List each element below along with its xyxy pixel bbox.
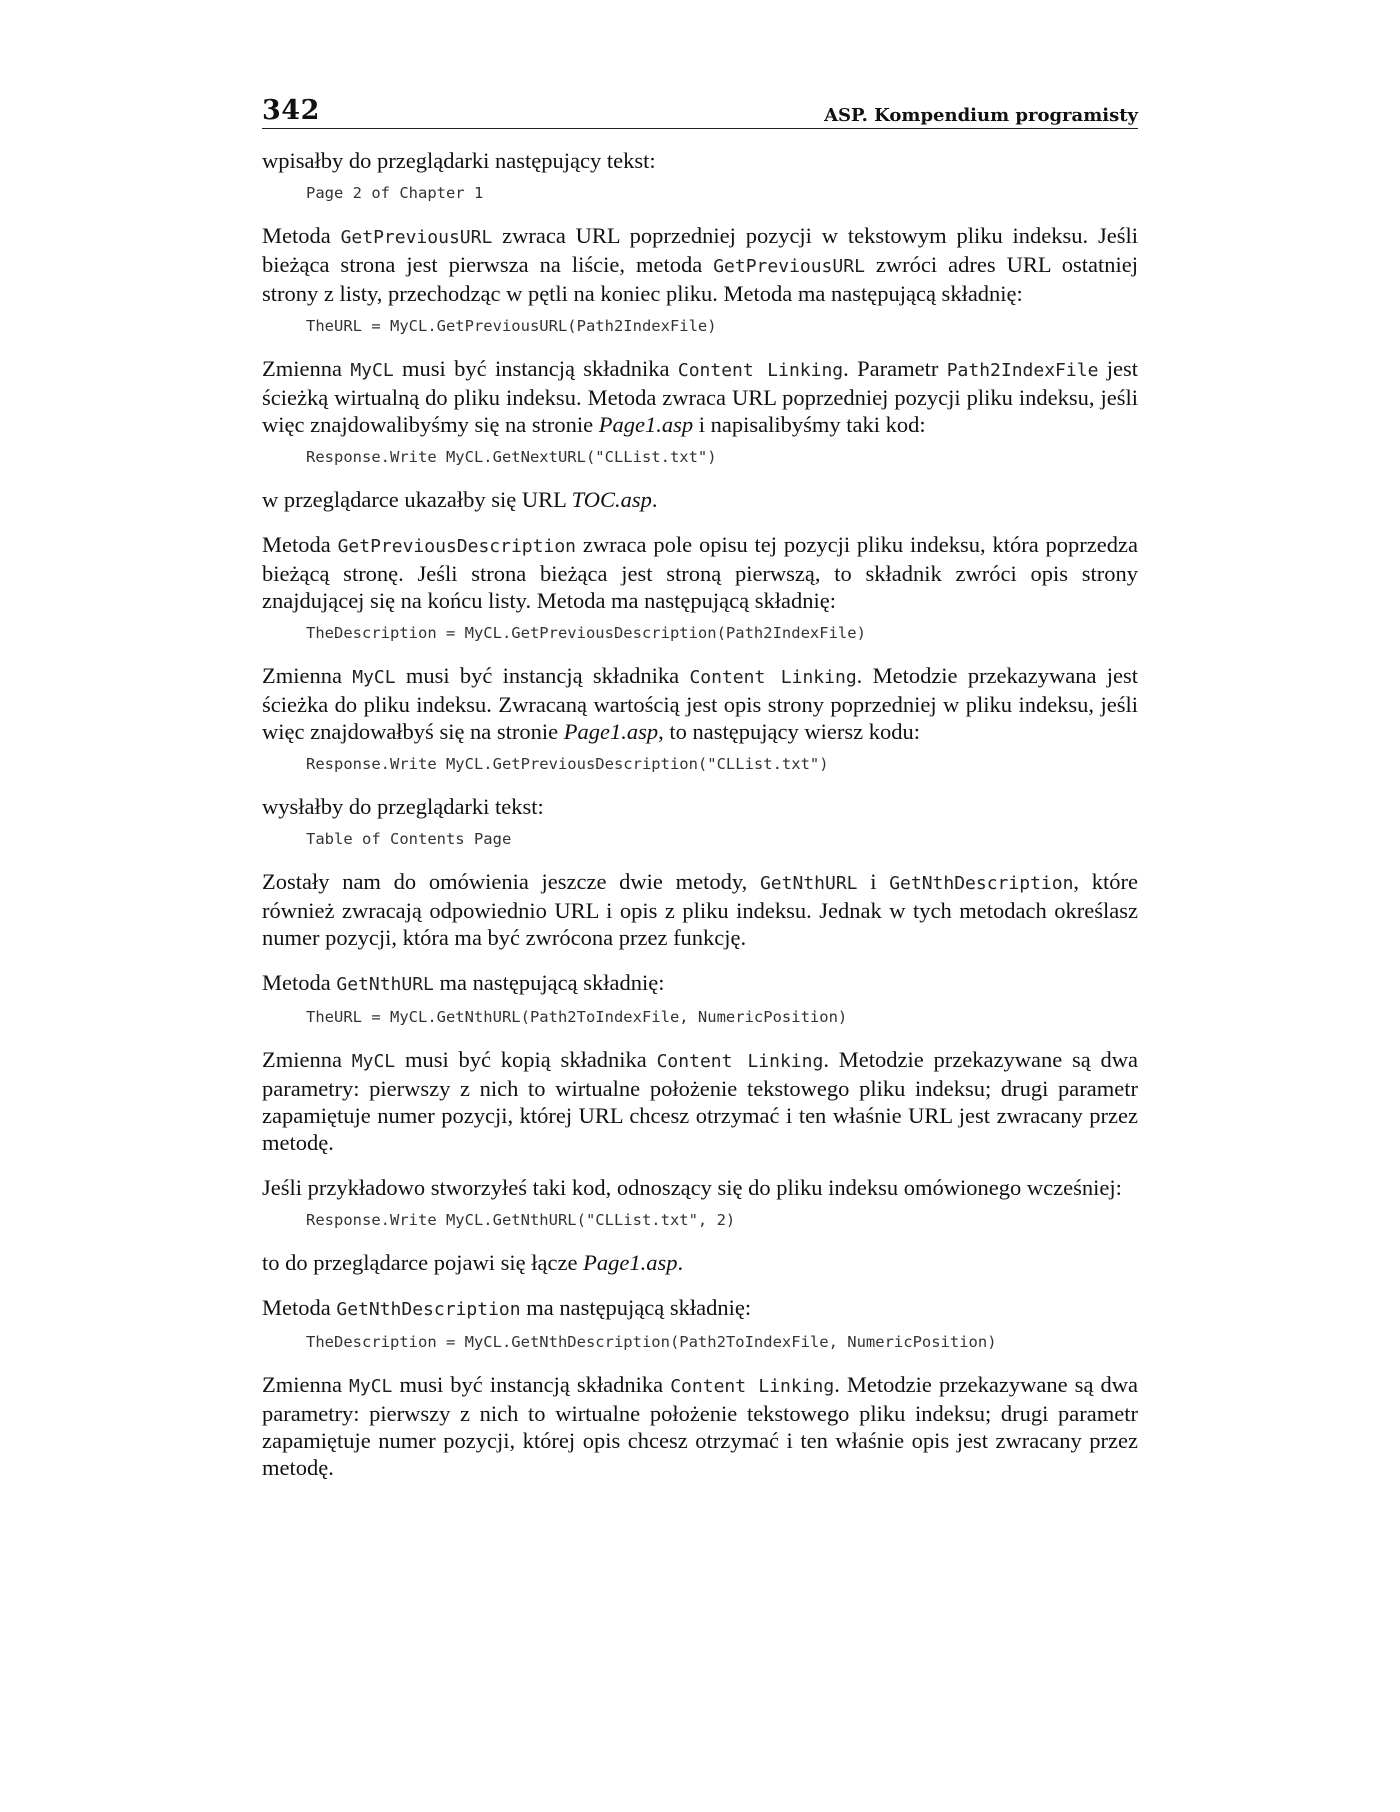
code-block: TheDescription = MyCL.GetNthDescription(Path2ToIndexFile, NumericPosition) [306,1333,997,1351]
code-block: TheURL = MyCL.GetNthURL(Path2ToIndexFile, NumericPosition) [306,1008,848,1026]
paragraph: Zmienna MyCL musi być instancją składnika Content Linking. Metodzie przekazywane są dwa parametry: pierwszy z nich to wirtualne położenie tekstowego pliku indeksu; drugi parametr zapamiętuje numer pozycji, której opis chcesz otrzymać i ten właśnie opis jest zwracany przez metodę. [262,1372,1138,1480]
inline-code: Content Linking [677,360,844,381]
italic-filename: Page1.asp [563,719,659,744]
italic-filename: TOC.asp [571,487,652,512]
paragraph: to do przeglądarce pojawi się łącze Page1.asp. [262,1250,684,1275]
page-content [262,147,1138,1481]
inline-code: MyCL [349,1376,393,1397]
paragraph: Zmienna MyCL musi być kopią składnika Content Linking. Metodzie przekazywane są dwa parametry: pierwszy z nich to wirtualne położenie tekstowego pliku indeksu; drugi parametr zapamiętuje numer pozycji, której URL chcesz otrzymać i ten właśnie URL jest zwracany przez metodę. [262,1047,1138,1155]
paragraph: Jeśli przykładowo stworzyłeś taki kod, odnoszący się do pliku indeksu omówionego wcześniej: [262,1175,1122,1200]
code-block: Response.Write MyCL.GetNthURL("CLList.txt", 2) [306,1211,736,1229]
inline-code: GetPreviousURL [340,227,493,248]
code-block: TheDescription = MyCL.GetPreviousDescription(Path2IndexFile) [306,624,866,642]
inline-code: GetNthURL [759,873,858,894]
inline-code: GetNthDescription [336,1299,521,1320]
inline-code: Content Linking [689,667,857,688]
paragraph: wpisałby do przeglądarki następujący tekst: [262,148,656,173]
inline-code: Path2IndexFile [946,360,1099,381]
code-block: Page 2 of Chapter 1 [306,184,484,202]
code-block: Response.Write MyCL.GetPreviousDescription("CLList.txt") [306,755,829,773]
paragraph: Zostały nam do omówienia jeszcze dwie metody, GetNthURL i GetNthDescription, które również zwracają odpowiednio URL i opis z pliku indeksu. Jednak w tych metodach określasz numer pozycji, która ma być zwrócona przez funkcję. [262,869,1138,950]
book-page [262,88,1138,1499]
paragraph: wysłałby do przeglądarki tekst: [262,794,544,819]
inline-code: GetPreviousURL [713,256,865,277]
paragraph: w przeglądarce ukazałby się URL TOC.asp. [262,487,658,512]
inline-code: GetNthDescription [889,873,1074,894]
inline-code: GetPreviousDescription [337,536,576,557]
page-number: 342 [262,95,320,126]
paragraph: Zmienna MyCL musi być instancją składnika Content Linking. Parametr Path2IndexFile jest ścieżką wirtualną do pliku indeksu. Metoda zwraca URL poprzedniej pozycji pliku indeksu, jeśli więc znajdowalibyśmy się na stronie Page1.asp i napisalibyśmy taki kod: [262,356,1138,437]
paragraph: Metoda GetNthURL ma następującą składnię: [262,970,665,995]
inline-code: MyCL [352,667,396,688]
italic-filename: Page1.asp [583,1250,678,1275]
inline-code: MyCL [350,360,394,381]
inline-code: Content Linking [670,1376,835,1397]
paragraph: Metoda GetNthDescription ma następującą składnię: [262,1295,752,1320]
paragraph: Metoda GetPreviousDescription zwraca pole opisu tej pozycji pliku indeksu, która poprzedza bieżącą stronę. Jeśli strona bieżąca jest stroną pierwszą, to składnik zwróci opis strony znajdującej się na końcu listy. Metoda ma następującą składnię: [262,532,1138,613]
paragraph: Metoda GetPreviousURL zwraca URL poprzedniej pozycji w tekstowym pliku indeksu. Jeśli bieżąca strona jest pierwsza na liście, metoda GetPreviousURL zwróci adres URL ostatniej strony z listy, przechodząc w pętli na koniec pliku. Metoda ma następującą składnię: [262,223,1138,306]
code-block: Table of Contents Page [306,830,512,848]
code-block: Response.Write MyCL.GetNextURL("CLList.txt") [306,448,717,466]
inline-code: MyCL [351,1051,396,1072]
code-block: TheURL = MyCL.GetPreviousURL(Path2IndexFile) [306,317,717,335]
inline-code: GetNthURL [336,974,434,995]
inline-code: Content Linking [656,1051,824,1072]
page-header [262,88,1138,129]
italic-filename: Page1.asp [598,412,694,437]
running-title: ASP. Kompendium programisty [824,105,1138,126]
paragraph: Zmienna MyCL musi być instancją składnika Content Linking. Metodzie przekazywana jest ścieżka do pliku indeksu. Zwracaną wartością jest opis strony poprzedniej w pliku indeksu, jeśli więc znajdowałbyś się na stronie Page1.asp, to następujący wiersz kodu: [262,663,1139,744]
